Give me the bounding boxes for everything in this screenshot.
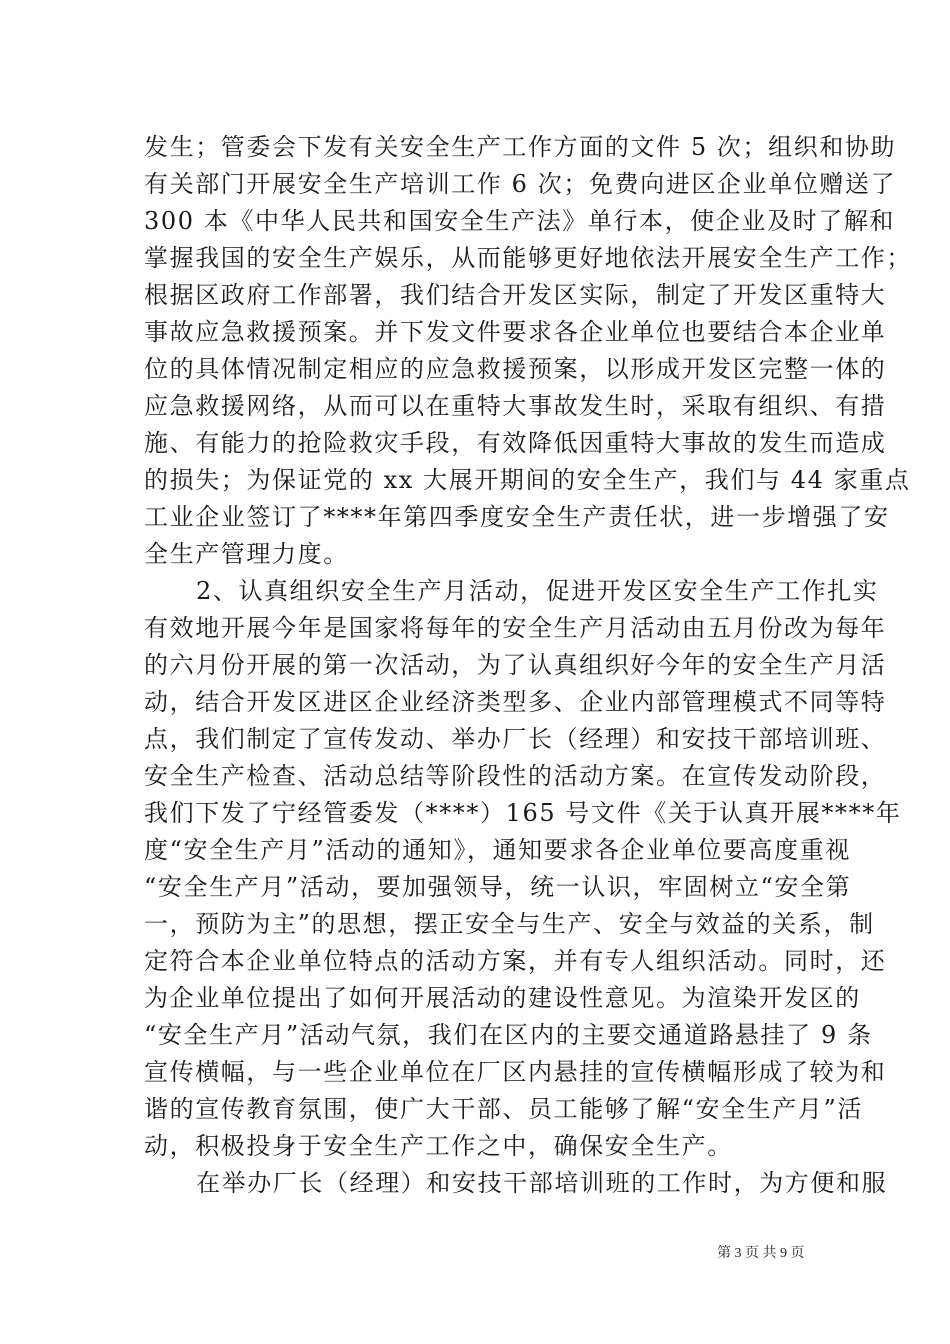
text-line: “安全生产月”活动，要加强领导，统一认识，牢固树立“安全第: [144, 873, 852, 901]
text-line: 有关部门开展安全生产培训工作 6 次；免费向进区企业单位赠送了: [144, 170, 897, 198]
text-line: 有效地开展今年是国家将每年的安全生产月活动由五月份改为每年: [144, 614, 887, 642]
text-line: 一，预防为主”的思想，摆正安全与生产、安全与效益的关系，制: [144, 910, 875, 938]
text-line: 安全生产检查、活动总结等阶段性的活动方案。在宣传发动阶段，: [144, 762, 887, 790]
text-line: 动，积极投身于安全生产工作之中，确保安全生产。: [144, 1132, 733, 1160]
text-line: “安全生产月”活动气氛，我们在区内的主要交通道路悬挂了 9 条: [144, 1021, 873, 1049]
text-line: 发生；管委会下发有关安全生产工作方面的文件 5 次；组织和协助: [144, 133, 897, 161]
text-line: 根据区政府工作部署，我们结合开发区实际，制定了开发区重特大: [144, 281, 887, 309]
text-line: 事故应急救援预案。并下发文件要求各企业单位也要结合本企业单: [144, 318, 887, 346]
text-line: 2、认真组织安全生产月活动，促进开发区安全生产工作扎实: [196, 577, 879, 605]
text-line: 定符合本企业单位特点的活动方案，并有专人组织活动。同时，还: [144, 947, 887, 975]
text-line: 工业企业签订了****年第四季度安全生产责任状，进一步增强了安: [144, 503, 890, 531]
text-line: 掌握我国的安全生产娱乐，从而能够更好地依法开展安全生产工作；: [144, 244, 912, 272]
text-line: 点，我们制定了宣传发动、举办厂长（经理）和安技干部培训班、: [144, 725, 887, 753]
text-line: 我们下发了宁经管委发（****）165 号文件《关于认真开展****年: [144, 799, 902, 827]
text-line: 谐的宣传教育氛围，使广大干部、员工能够了解“安全生产月”活: [144, 1095, 863, 1123]
text-line: 全生产管理力度。: [144, 540, 349, 568]
text-line: 度“安全生产月”活动的通知》，通知要求各企业单位要高度重视: [144, 836, 851, 864]
text-line: 应急救援网络，从而可以在重特大事故发生时，采取有组织、有措: [144, 392, 887, 420]
text-line: 300 本《中华人民共和国安全生产法》单行本，使企业及时了解和: [144, 207, 896, 235]
text-line: 位的具体情况制定相应的应急救援预案，以形成开发区完整一体的: [144, 355, 887, 383]
document-body: [144, 129, 912, 1202]
page-number-footer: 第 3 页 共 9 页: [717, 1246, 805, 1261]
text-line: 施、有能力的抢险救灾手段，有效降低因重特大事故的发生而造成: [144, 429, 887, 457]
text-line: 的六月份开展的第一次活动，为了认真组织好今年的安全生产月活: [144, 651, 887, 679]
text-line: 宣传横幅，与一些企业单位在厂区内悬挂的宣传横幅形成了较为和: [144, 1058, 887, 1086]
text-line: 在举办厂长（经理）和安技干部培训班的工作时，为方便和服: [196, 1169, 888, 1197]
text-line: 为企业单位提出了如何开展活动的建设性意见。为渲染开发区的: [144, 984, 861, 1012]
text-line: 动，结合开发区进区企业经济类型多、企业内部管理模式不同等特: [144, 688, 887, 716]
text-line: 的损失；为保证党的 xx 大展开期间的安全生产，我们与 44 家重点: [144, 466, 911, 494]
